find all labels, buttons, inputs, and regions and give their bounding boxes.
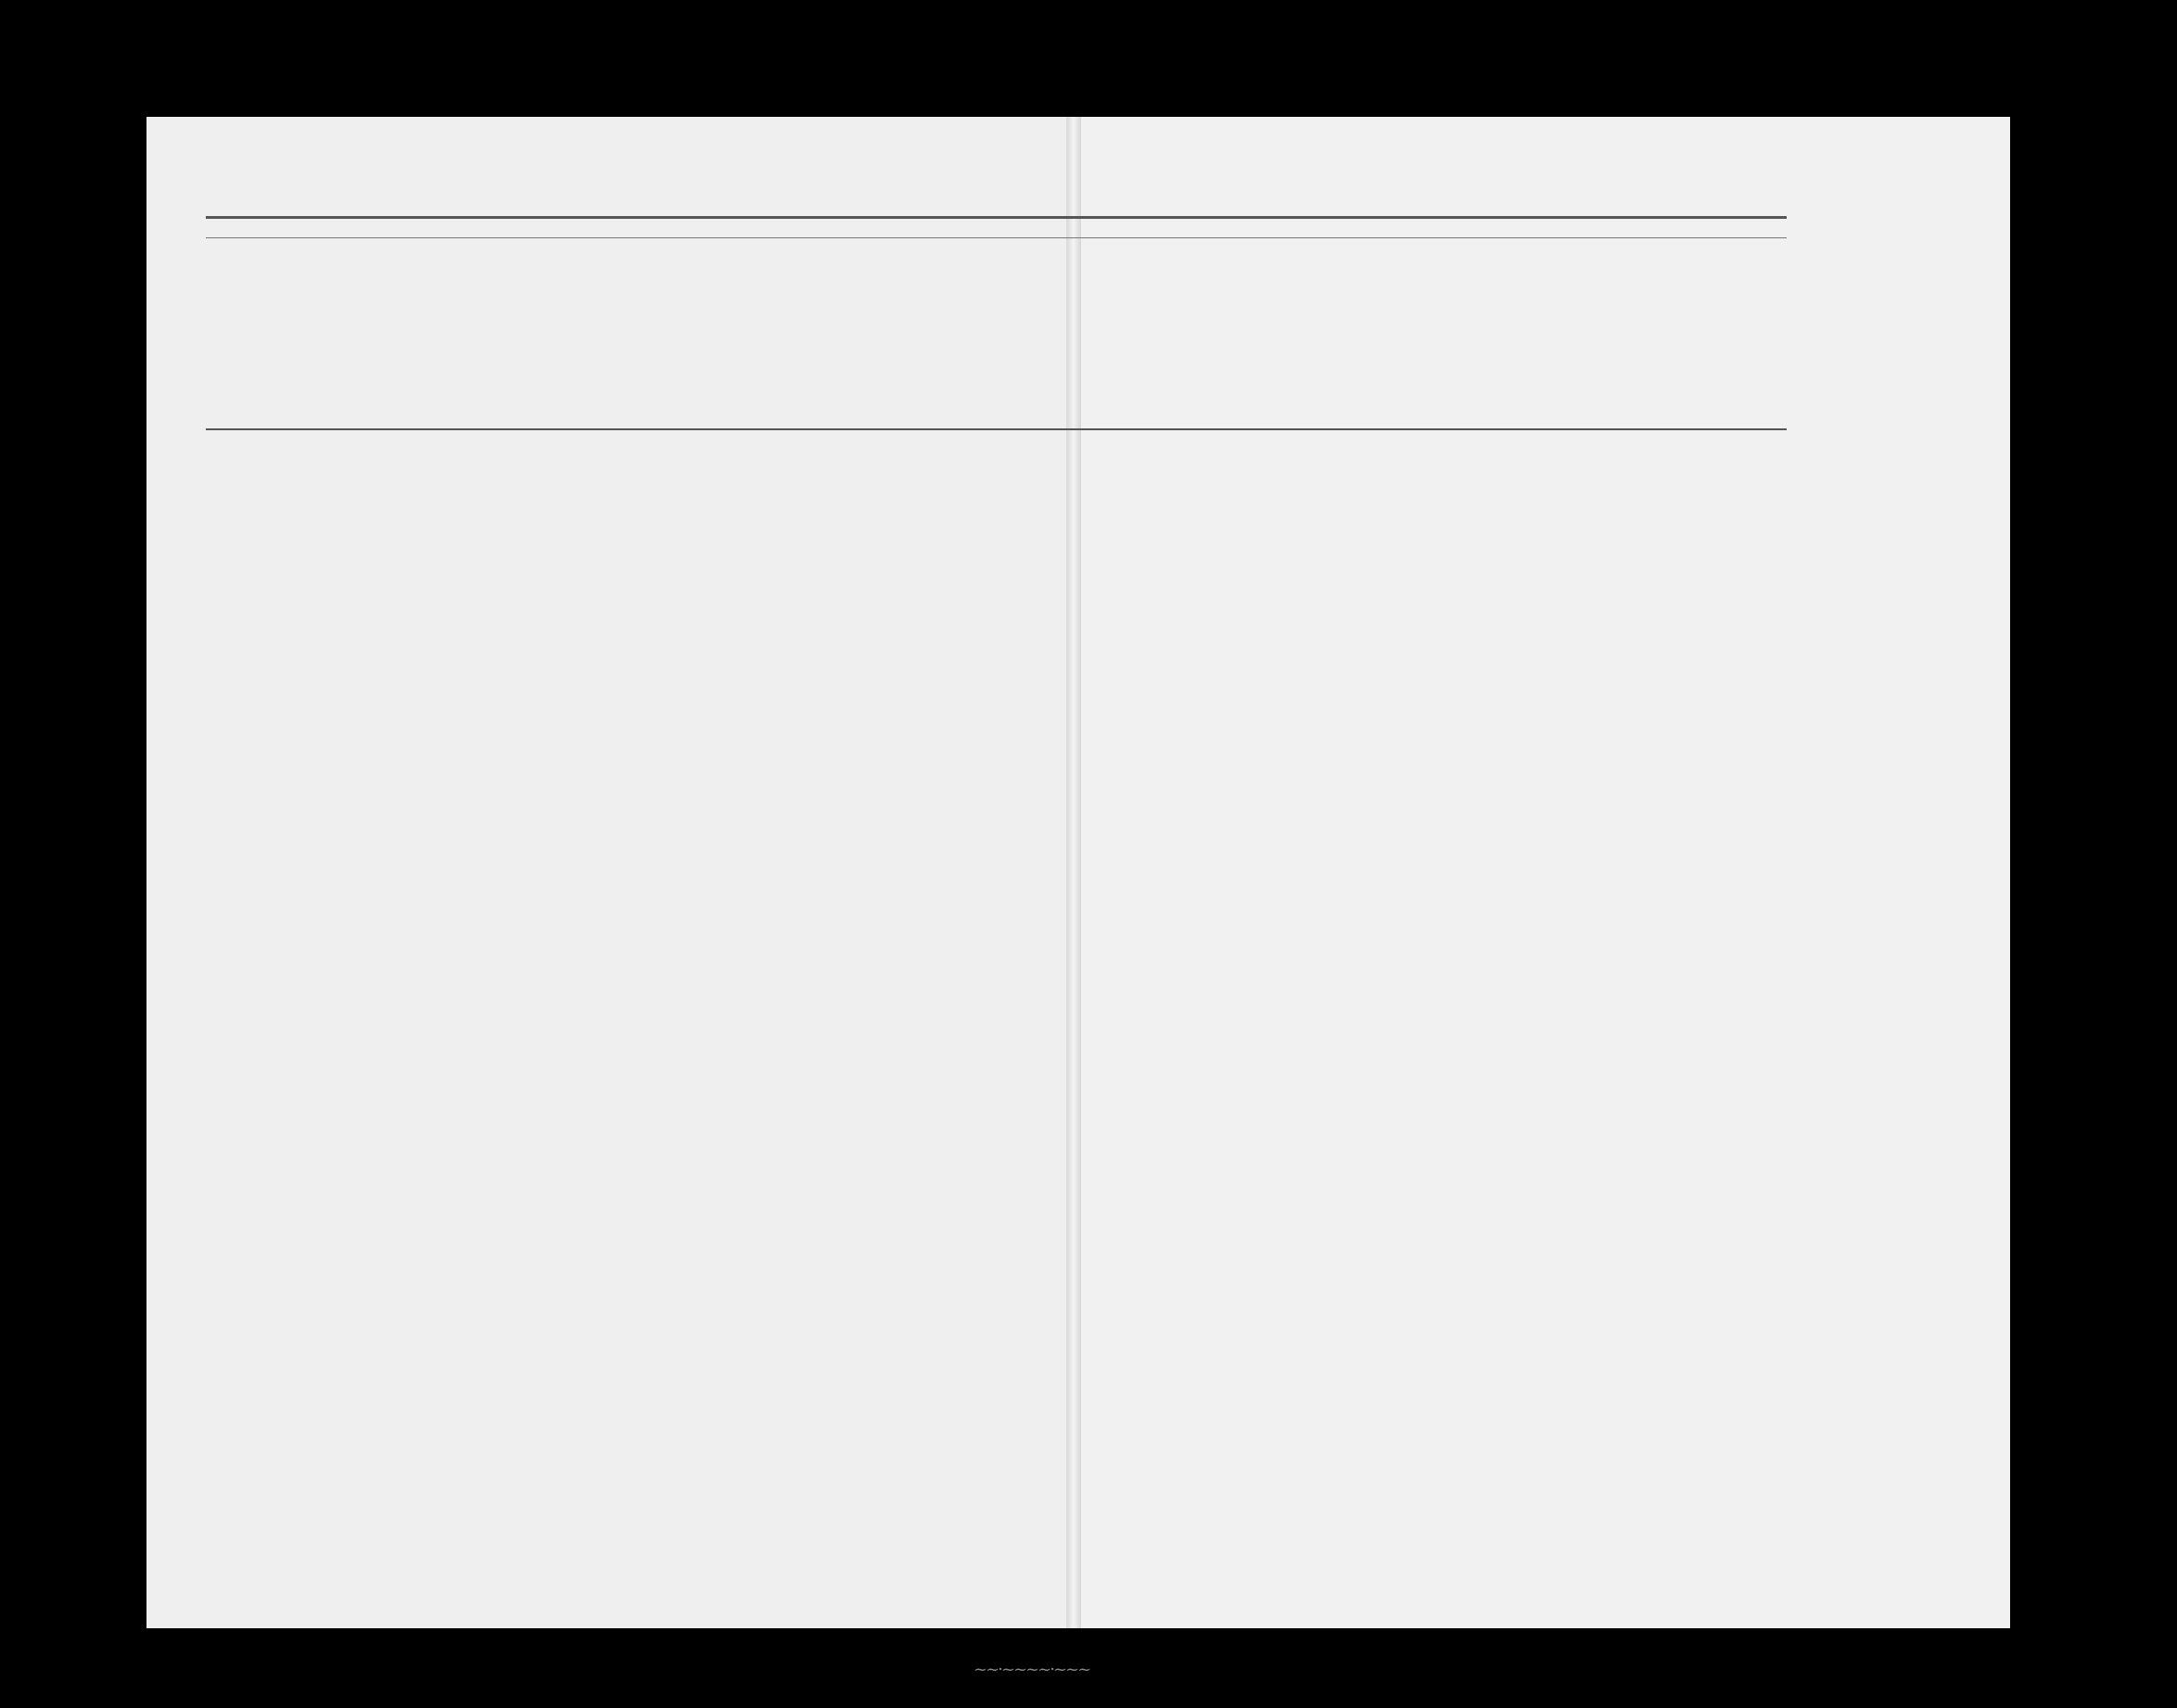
right-page [1074,117,2010,1628]
colnum-rule [206,237,1787,238]
page-spine [1066,117,1081,1628]
bottom-scribble: ~~·~~~~·~~~ [974,1660,1090,1679]
header-rule [206,428,1787,430]
left-page [146,117,1074,1628]
top-rule [206,216,1787,219]
